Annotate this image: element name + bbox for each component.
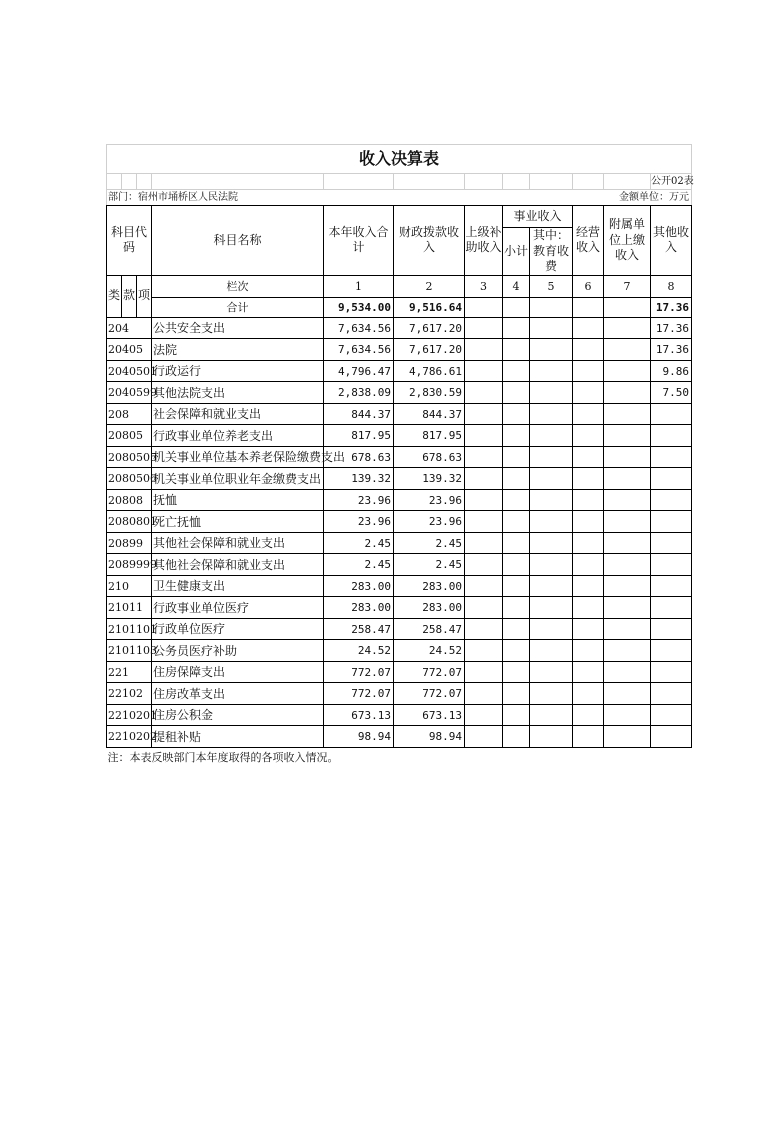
empty-cell <box>465 704 503 726</box>
subject-name-cell: 行政事业单位医疗 <box>152 597 324 619</box>
empty-cell <box>530 575 573 597</box>
empty-cell <box>465 597 503 619</box>
empty-cell <box>503 403 530 425</box>
total-income-cell: 4,796.47 <box>324 360 394 382</box>
subject-code-cell: 22102 <box>107 683 152 705</box>
empty-cell <box>465 726 503 748</box>
subject-code-cell: 20405 <box>107 339 152 361</box>
other-income-cell: 7.50 <box>651 382 692 404</box>
subject-name-cell: 法院 <box>152 339 324 361</box>
table-row <box>107 446 692 468</box>
subject-code-cell: 2101103 <box>107 640 152 662</box>
fiscal-cell: 772.07 <box>394 661 465 683</box>
subject-name-cell: 住房公积金 <box>152 704 324 726</box>
subject-name-cell: 行政单位医疗 <box>152 618 324 640</box>
other-income-cell <box>651 468 692 490</box>
column-number: 1 <box>324 275 394 297</box>
fiscal-cell: 258.47 <box>394 618 465 640</box>
empty-cell <box>530 446 573 468</box>
subject-name-cell: 行政运行 <box>152 360 324 382</box>
fiscal-cell: 7,617.20 <box>394 317 465 339</box>
header-kuan: 款 <box>122 275 137 317</box>
subject-code-cell: 2101101 <box>107 618 152 640</box>
header-lei: 类 <box>107 275 122 317</box>
empty-cell <box>530 726 573 748</box>
empty-cell <box>573 575 604 597</box>
subject-code-cell: 20808 <box>107 489 152 511</box>
total-income-value: 9,534.00 <box>324 297 394 317</box>
total-income-cell: 2,838.09 <box>324 382 394 404</box>
empty-cell <box>604 468 651 490</box>
empty-cell <box>503 597 530 619</box>
empty-cell <box>503 618 530 640</box>
table-row <box>107 511 692 533</box>
empty-cell <box>530 640 573 662</box>
empty-cell <box>465 683 503 705</box>
other-income-cell: 9.86 <box>651 360 692 382</box>
empty-cell <box>573 704 604 726</box>
total-fiscal-value: 9,516.64 <box>394 297 465 317</box>
other-income-cell <box>651 597 692 619</box>
empty-cell <box>573 446 604 468</box>
subject-name-cell: 提租补贴 <box>152 726 324 748</box>
empty-cell <box>503 425 530 447</box>
empty-cell <box>465 403 503 425</box>
header-other: 其他收入 <box>651 206 692 276</box>
fiscal-cell: 2,830.59 <box>394 382 465 404</box>
subject-name-cell: 其他法院支出 <box>152 382 324 404</box>
empty-cell <box>530 403 573 425</box>
subject-code-cell: 221 <box>107 661 152 683</box>
column-number: 2 <box>394 275 465 297</box>
other-income-cell <box>651 704 692 726</box>
fiscal-cell: 23.96 <box>394 511 465 533</box>
empty-cell <box>530 554 573 576</box>
subject-name-cell: 公务员医疗补助 <box>152 640 324 662</box>
empty-cell <box>465 339 503 361</box>
empty-cell <box>503 661 530 683</box>
total-income-cell: 98.94 <box>324 726 394 748</box>
empty-cell <box>573 618 604 640</box>
empty-cell <box>465 532 503 554</box>
empty-cell <box>465 618 503 640</box>
empty-cell <box>573 511 604 533</box>
empty-cell <box>465 554 503 576</box>
empty-cell <box>465 382 503 404</box>
empty-cell <box>503 511 530 533</box>
subject-code-cell: 208 <box>107 403 152 425</box>
header-superior-subsidy: 上级补助收入 <box>465 206 503 276</box>
table-code: 公开02表 <box>651 174 692 190</box>
header-xiang: 项 <box>137 275 152 317</box>
table-note: 注：本表反映部门本年度取得的各项收入情况。 <box>107 750 339 764</box>
subject-code-cell: 21011 <box>107 597 152 619</box>
subject-code-cell: 204 <box>107 317 152 339</box>
table-head <box>107 145 692 318</box>
fiscal-cell: 24.52 <box>394 640 465 662</box>
header-operating: 经营收入 <box>573 206 604 276</box>
empty-cell <box>573 532 604 554</box>
header-fiscal: 财政拨款收入 <box>394 206 465 276</box>
empty-cell <box>503 468 530 490</box>
subject-code-cell: 2080801 <box>107 511 152 533</box>
subject-code-cell: 2210202 <box>107 726 152 748</box>
empty-cell <box>503 317 530 339</box>
fiscal-cell: 817.95 <box>394 425 465 447</box>
other-income-cell: 17.36 <box>651 339 692 361</box>
empty-cell <box>573 360 604 382</box>
subject-name-cell: 住房改革支出 <box>152 683 324 705</box>
empty-cell <box>530 597 573 619</box>
subject-name-cell: 抚恤 <box>152 489 324 511</box>
column-number: 5 <box>530 275 573 297</box>
empty-cell <box>465 425 503 447</box>
table-row <box>107 532 692 554</box>
empty-cell <box>604 339 651 361</box>
total-other-value: 17.36 <box>651 297 692 317</box>
table-body <box>107 317 692 747</box>
empty-cell <box>573 683 604 705</box>
empty-cell <box>604 661 651 683</box>
empty-cell <box>573 640 604 662</box>
empty-cell <box>530 489 573 511</box>
total-income-cell: 817.95 <box>324 425 394 447</box>
table-row <box>107 317 692 339</box>
empty-cell <box>465 640 503 662</box>
empty-cell <box>503 575 530 597</box>
other-income-cell <box>651 575 692 597</box>
total-income-cell: 23.96 <box>324 489 394 511</box>
subject-name-cell: 卫生健康支出 <box>152 575 324 597</box>
total-income-cell: 258.47 <box>324 618 394 640</box>
empty-cell <box>573 317 604 339</box>
empty-cell <box>530 425 573 447</box>
table-row <box>107 382 692 404</box>
empty-cell <box>530 661 573 683</box>
subject-name-cell: 机关事业单位职业年金缴费支出 <box>152 468 324 490</box>
fiscal-cell: 678.63 <box>394 446 465 468</box>
empty-cell <box>503 640 530 662</box>
fiscal-cell: 283.00 <box>394 575 465 597</box>
empty-cell <box>573 489 604 511</box>
empty-cell <box>530 532 573 554</box>
other-income-cell <box>651 640 692 662</box>
empty-cell <box>503 489 530 511</box>
table-row <box>107 640 692 662</box>
empty-cell <box>530 382 573 404</box>
empty-cell <box>604 618 651 640</box>
empty-cell <box>503 360 530 382</box>
empty-cell <box>604 597 651 619</box>
empty-cell <box>604 554 651 576</box>
unit-label: 金额单位：万元 <box>604 190 692 206</box>
other-income-cell <box>651 726 692 748</box>
other-income-cell: 17.36 <box>651 317 692 339</box>
subject-name-cell: 公共安全支出 <box>152 317 324 339</box>
empty-cell <box>530 683 573 705</box>
total-income-cell: 283.00 <box>324 575 394 597</box>
fiscal-cell: 98.94 <box>394 726 465 748</box>
table-row <box>107 618 692 640</box>
empty-cell <box>604 683 651 705</box>
fiscal-cell: 4,786.61 <box>394 360 465 382</box>
empty-cell <box>604 382 651 404</box>
empty-cell <box>604 425 651 447</box>
header-subject-code: 科目代码 <box>107 206 152 276</box>
empty-cell <box>573 425 604 447</box>
total-income-cell: 24.52 <box>324 640 394 662</box>
header-subject-name: 科目名称 <box>152 206 324 276</box>
subject-name-cell: 行政事业单位养老支出 <box>152 425 324 447</box>
empty-cell <box>465 575 503 597</box>
empty-cell <box>465 511 503 533</box>
column-number: 4 <box>503 275 530 297</box>
empty-cell <box>604 317 651 339</box>
total-income-cell: 7,634.56 <box>324 317 394 339</box>
other-income-cell <box>651 532 692 554</box>
empty-cell <box>604 575 651 597</box>
empty-cell <box>503 704 530 726</box>
empty-cell <box>530 704 573 726</box>
empty-cell <box>465 468 503 490</box>
other-income-cell <box>651 554 692 576</box>
table-row <box>107 683 692 705</box>
total-income-cell: 772.07 <box>324 683 394 705</box>
empty-cell <box>503 532 530 554</box>
empty-cell <box>503 683 530 705</box>
table-row <box>107 661 692 683</box>
fiscal-cell: 2.45 <box>394 532 465 554</box>
column-index-label: 栏次 <box>152 275 324 297</box>
empty-cell <box>503 554 530 576</box>
table-row <box>107 726 692 748</box>
column-number: 3 <box>465 275 503 297</box>
empty-cell <box>530 317 573 339</box>
fiscal-cell: 673.13 <box>394 704 465 726</box>
empty-cell <box>604 640 651 662</box>
department-label: 部门：宿州市埇桥区人民法院 <box>107 190 324 206</box>
income-table <box>106 144 692 763</box>
fiscal-cell: 7,617.20 <box>394 339 465 361</box>
empty-cell <box>604 446 651 468</box>
empty-cell <box>573 726 604 748</box>
other-income-cell <box>651 489 692 511</box>
other-income-cell <box>651 661 692 683</box>
column-number: 6 <box>573 275 604 297</box>
empty-cell <box>530 360 573 382</box>
empty-cell <box>503 339 530 361</box>
subject-code-cell: 2080505 <box>107 446 152 468</box>
page-title: 收入决算表 <box>107 145 692 174</box>
subject-name-cell: 其他社会保障和就业支出 <box>152 532 324 554</box>
table-row <box>107 339 692 361</box>
total-label: 合计 <box>152 297 324 317</box>
total-income-cell: 2.45 <box>324 532 394 554</box>
subject-name-cell: 社会保障和就业支出 <box>152 403 324 425</box>
empty-cell <box>465 489 503 511</box>
other-income-cell <box>651 446 692 468</box>
other-income-cell <box>651 511 692 533</box>
empty-cell <box>530 511 573 533</box>
total-income-cell: 283.00 <box>324 597 394 619</box>
empty-cell <box>604 360 651 382</box>
subject-name-cell: 其他社会保障和就业支出 <box>152 554 324 576</box>
table-row <box>107 468 692 490</box>
empty-cell <box>573 382 604 404</box>
empty-cell <box>503 446 530 468</box>
empty-cell <box>604 403 651 425</box>
empty-cell <box>465 317 503 339</box>
empty-cell <box>573 403 604 425</box>
table-row <box>107 425 692 447</box>
total-income-cell: 673.13 <box>324 704 394 726</box>
total-income-cell: 139.32 <box>324 468 394 490</box>
table-row <box>107 575 692 597</box>
header-total-income: 本年收入合计 <box>324 206 394 276</box>
total-income-cell: 23.96 <box>324 511 394 533</box>
fiscal-cell: 139.32 <box>394 468 465 490</box>
other-income-cell <box>651 618 692 640</box>
subject-name-cell: 住房保障支出 <box>152 661 324 683</box>
subject-code-cell: 2080506 <box>107 468 152 490</box>
empty-cell <box>530 339 573 361</box>
table-row <box>107 704 692 726</box>
empty-cell <box>573 339 604 361</box>
table-foot <box>107 747 692 763</box>
header-education-fee: 其中：教育收费 <box>530 228 573 276</box>
total-income-cell: 7,634.56 <box>324 339 394 361</box>
empty-cell <box>604 511 651 533</box>
total-income-cell: 844.37 <box>324 403 394 425</box>
fiscal-cell: 2.45 <box>394 554 465 576</box>
column-number: 7 <box>604 275 651 297</box>
fiscal-cell: 23.96 <box>394 489 465 511</box>
column-number: 8 <box>651 275 692 297</box>
empty-cell <box>604 704 651 726</box>
empty-cell <box>573 597 604 619</box>
total-income-cell: 2.45 <box>324 554 394 576</box>
subject-code-cell: 2210201 <box>107 704 152 726</box>
subject-code-cell: 2040599 <box>107 382 152 404</box>
subject-name-cell: 机关事业单位基本养老保险缴费支出 <box>152 446 324 468</box>
empty-cell <box>530 468 573 490</box>
subject-code-cell: 2089999 <box>107 554 152 576</box>
other-income-cell <box>651 403 692 425</box>
table-row <box>107 403 692 425</box>
table-row <box>107 489 692 511</box>
empty-cell <box>604 489 651 511</box>
fiscal-cell: 283.00 <box>394 597 465 619</box>
subject-code-cell: 20805 <box>107 425 152 447</box>
total-income-cell: 772.07 <box>324 661 394 683</box>
empty-cell <box>573 468 604 490</box>
empty-cell <box>604 532 651 554</box>
fiscal-cell: 772.07 <box>394 683 465 705</box>
subject-code-cell: 210 <box>107 575 152 597</box>
table-row <box>107 597 692 619</box>
empty-cell <box>465 661 503 683</box>
empty-cell <box>573 661 604 683</box>
header-subtotal: 小计 <box>503 228 530 276</box>
fiscal-cell: 844.37 <box>394 403 465 425</box>
total-income-cell: 678.63 <box>324 446 394 468</box>
table-row <box>107 360 692 382</box>
subject-code-cell: 2040501 <box>107 360 152 382</box>
empty-cell <box>503 382 530 404</box>
empty-cell <box>465 446 503 468</box>
empty-cell <box>573 554 604 576</box>
subject-code-cell: 20899 <box>107 532 152 554</box>
empty-cell <box>530 618 573 640</box>
header-business-income: 事业收入 <box>503 206 573 228</box>
table-row <box>107 554 692 576</box>
other-income-cell <box>651 683 692 705</box>
subject-name-cell: 死亡抚恤 <box>152 511 324 533</box>
other-income-cell <box>651 425 692 447</box>
empty-cell <box>604 726 651 748</box>
empty-cell <box>465 360 503 382</box>
header-affiliated: 附属单位上缴收入 <box>604 206 651 276</box>
report-sheet <box>106 144 694 764</box>
empty-cell <box>503 726 530 748</box>
